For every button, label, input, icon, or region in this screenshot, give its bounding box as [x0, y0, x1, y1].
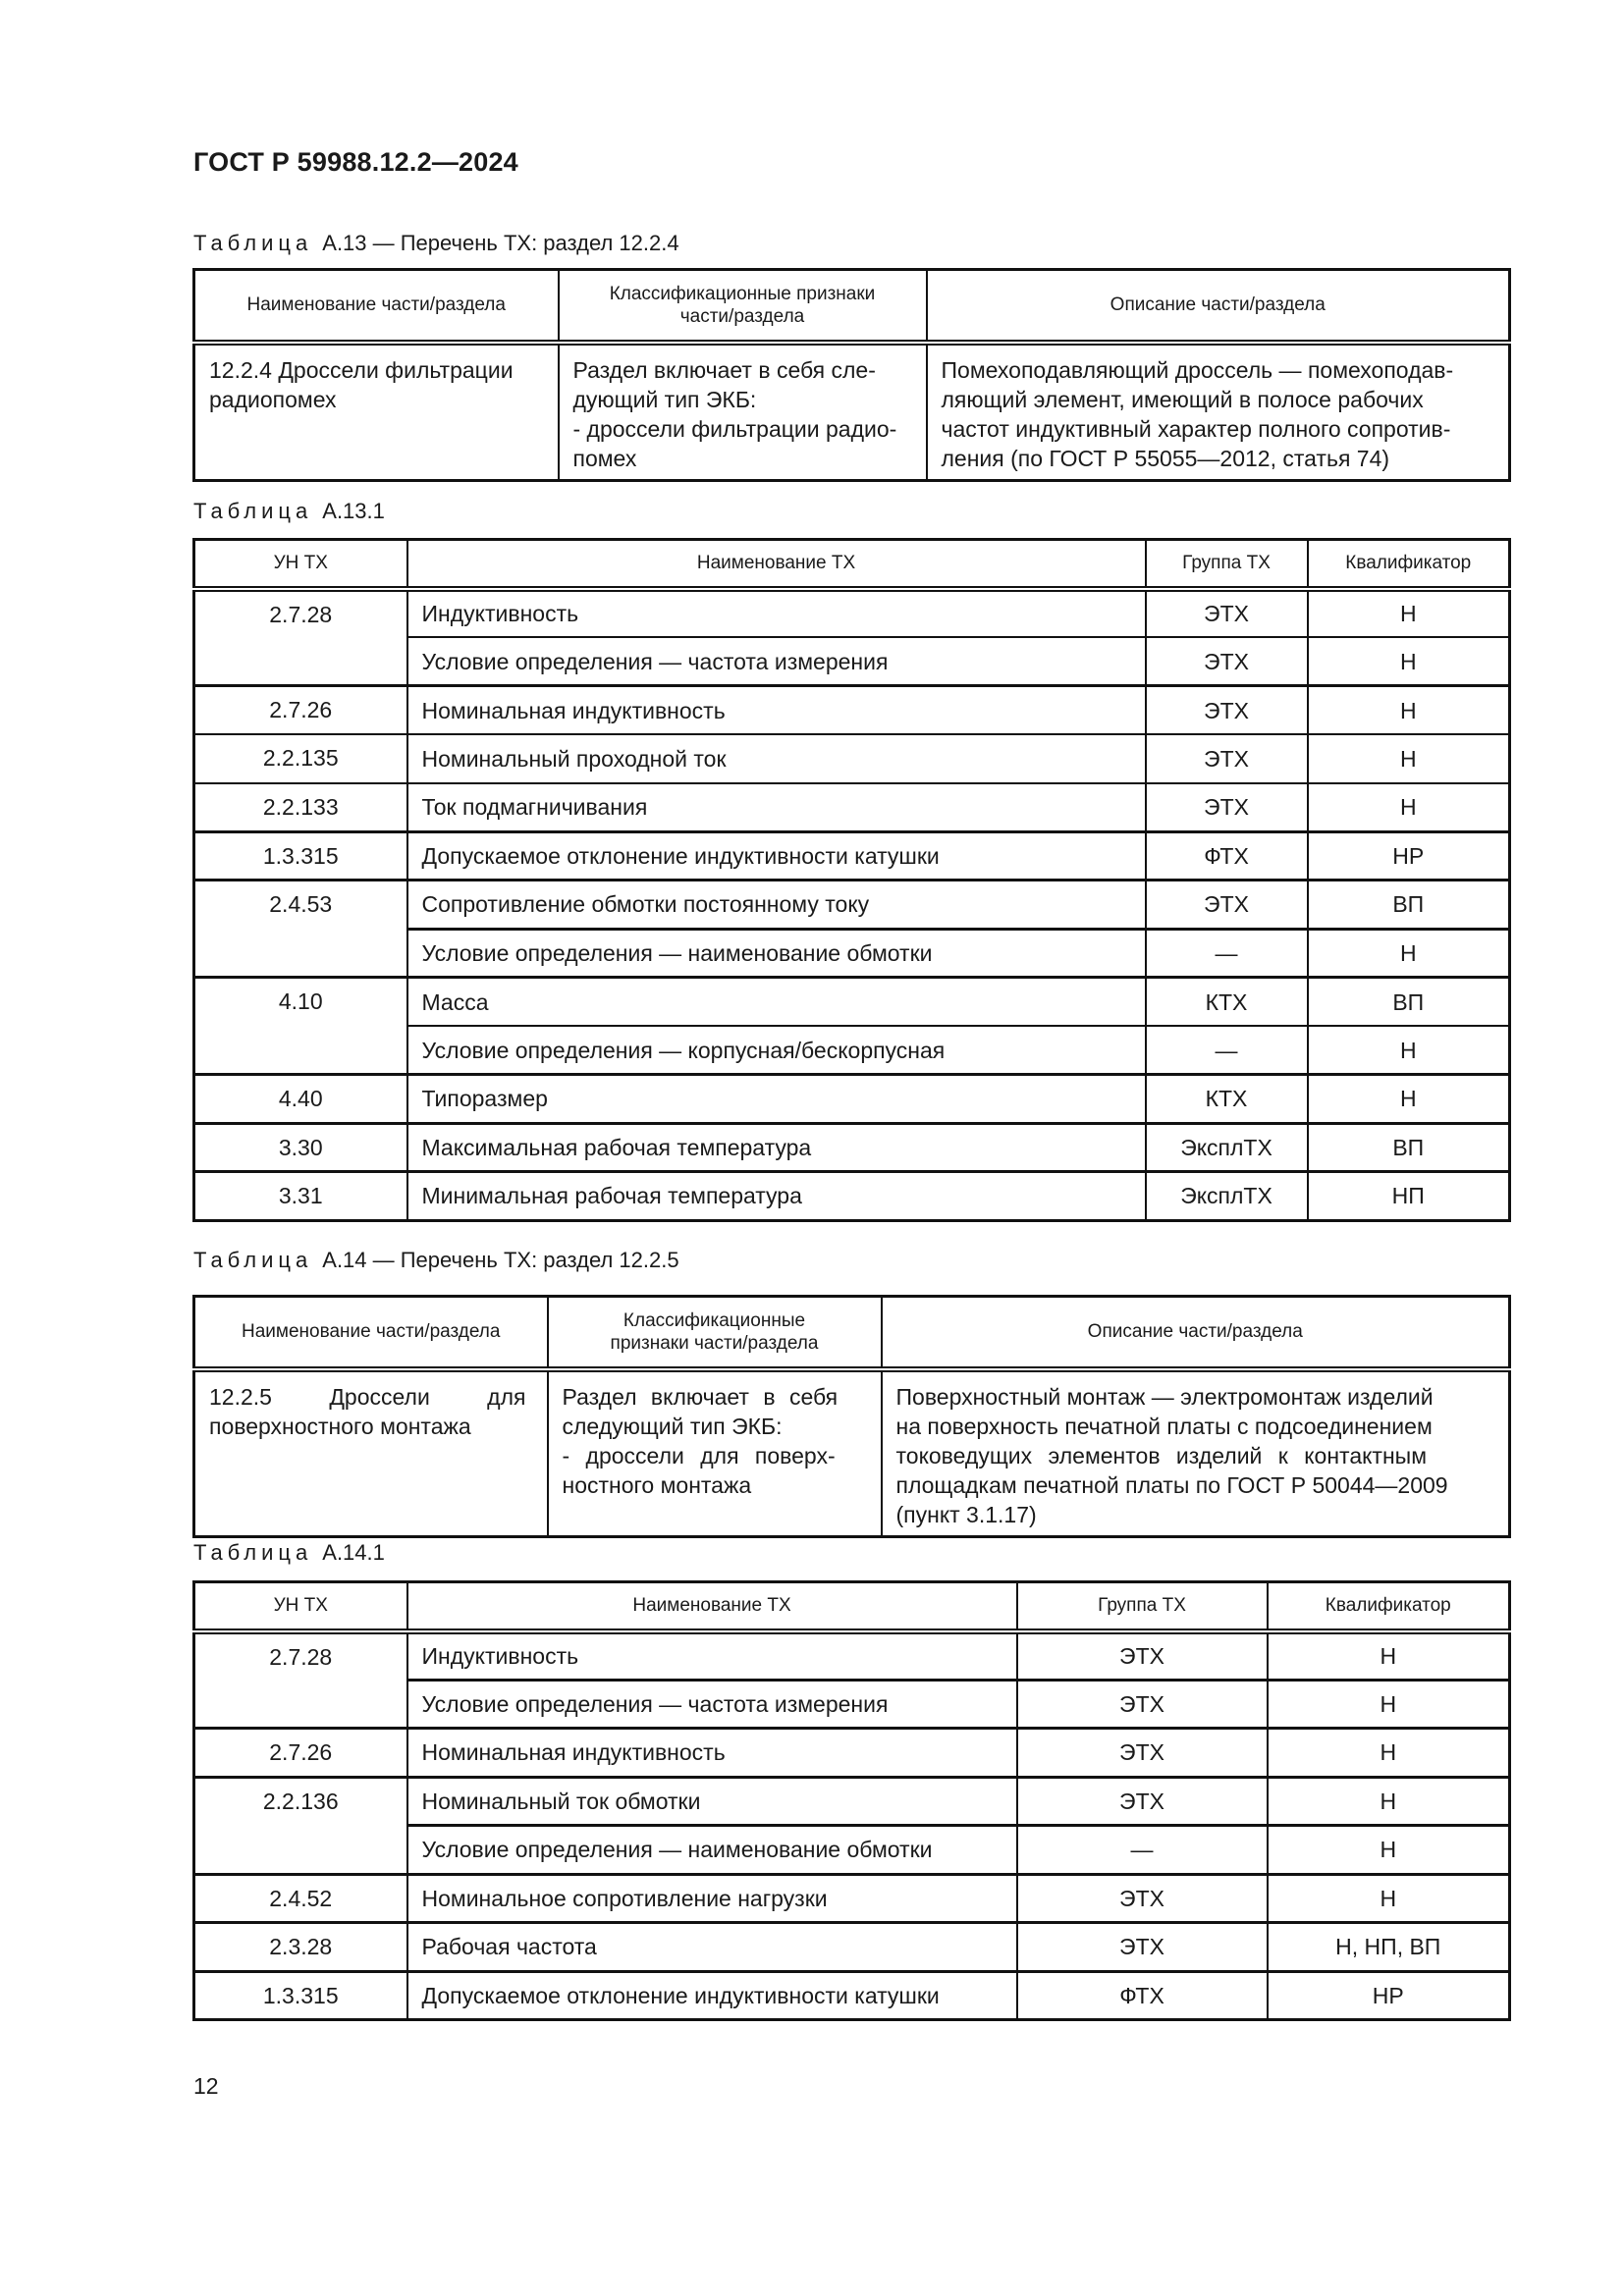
caption-text: А.14 — Перечень ТХ: раздел 12.2.5: [322, 1248, 679, 1272]
caption-prefix: Таблица: [193, 231, 313, 255]
text-line: Раздел включает в себя: [562, 1383, 839, 1410]
table-row: [194, 686, 1510, 735]
table-row: [194, 978, 1510, 1027]
text-line: (пункт 3.1.17): [895, 1501, 1037, 1527]
name-cell: Минимальная рабочая температура: [407, 1172, 1146, 1221]
column-header: Наименование ТХ: [407, 1582, 1017, 1631]
table-row: [194, 589, 1510, 638]
code-cell: 2.7.28: [194, 589, 407, 686]
description-cell: [927, 343, 1510, 481]
column-header: Наименование части/раздела: [194, 1297, 548, 1369]
name-cell: Условие определения — наименование обмотки: [407, 1826, 1017, 1875]
code-cell: 2.4.52: [194, 1874, 407, 1923]
qualifier-cell: ВП: [1308, 1123, 1510, 1172]
group-cell: ЭТХ: [1017, 1777, 1268, 1826]
name-cell: Номинальное сопротивление нагрузки: [407, 1874, 1017, 1923]
name-cell: Типоразмер: [407, 1075, 1146, 1124]
table-a14-caption: [193, 1248, 679, 1273]
column-header: Описание части/раздела: [927, 270, 1510, 343]
name-cell: Номинальный ток обмотки: [407, 1777, 1017, 1826]
text-line: на поверхность печатной платы с подсоединением: [895, 1413, 1433, 1439]
text-line: Раздел включает в себя сле-: [572, 356, 876, 383]
text-line: следующий тип ЭКБ:: [562, 1413, 783, 1439]
group-cell: ФТХ: [1017, 1971, 1268, 2020]
name-cell: Условие определения — наименование обмотки: [407, 929, 1146, 978]
table-a14: [192, 1295, 1511, 1538]
caption-text: А.14.1: [322, 1540, 385, 1565]
code-cell: 2.7.26: [194, 1729, 407, 1778]
group-cell: ЭТХ: [1146, 734, 1308, 783]
column-header: Описание части/раздела: [882, 1297, 1510, 1369]
text-line: 12.2.5 Дроссели для: [209, 1383, 526, 1410]
qualifier-cell: Н: [1308, 929, 1510, 978]
table-row: [194, 783, 1510, 832]
caption-prefix: Таблица: [193, 499, 313, 523]
table-row: [194, 831, 1510, 881]
group-cell: ЭТХ: [1017, 1874, 1268, 1923]
group-cell: КТХ: [1146, 978, 1308, 1027]
qualifier-cell: НП: [1308, 1172, 1510, 1221]
qualifier-cell: ВП: [1308, 881, 1510, 930]
name-cell: Условие определения — корпусная/бескорпусная: [407, 1026, 1146, 1075]
name-cell: Номинальный проходной ток: [407, 734, 1146, 783]
section-name-cell: [194, 343, 559, 481]
table-row: [194, 881, 1510, 930]
name-cell: Масса: [407, 978, 1146, 1027]
group-cell: ЭТХ: [1017, 1631, 1268, 1681]
code-cell: 2.4.53: [194, 881, 407, 978]
column-header: Группа ТХ: [1146, 540, 1308, 589]
table-row: [194, 343, 1510, 481]
table-row: [194, 1923, 1510, 1972]
text-line: токоведущих элементов изделий к контактным: [895, 1442, 1428, 1468]
code-cell: 2.3.28: [194, 1923, 407, 1972]
text-line: ностного монтажа: [562, 1471, 752, 1498]
qualifier-cell: Н: [1268, 1777, 1510, 1826]
text-line: поверхностного монтажа: [209, 1413, 471, 1439]
group-cell: —: [1017, 1826, 1268, 1875]
table-row: [194, 1075, 1510, 1124]
qualifier-cell: Н: [1268, 1631, 1510, 1681]
group-cell: ЭТХ: [1146, 686, 1308, 735]
name-cell: Рабочая частота: [407, 1923, 1017, 1972]
name-cell: Сопротивление обмотки постоянному току: [407, 881, 1146, 930]
table-row: [194, 1172, 1510, 1221]
qualifier-cell: Н: [1308, 686, 1510, 735]
group-cell: ЭксплТХ: [1146, 1123, 1308, 1172]
caption-prefix: Таблица: [193, 1248, 313, 1272]
table-a13-caption: [193, 231, 679, 256]
name-cell: Индуктивность: [407, 1631, 1017, 1681]
column-header: УН ТХ: [194, 1582, 407, 1631]
caption-text: А.13 — Перечень ТХ: раздел 12.2.4: [322, 231, 679, 255]
name-cell: Ток подмагничивания: [407, 783, 1146, 832]
qualifier-cell: НР: [1308, 831, 1510, 881]
table-row: [194, 1369, 1510, 1537]
qualifier-cell: Н: [1308, 783, 1510, 832]
code-cell: 4.40: [194, 1075, 407, 1124]
qualifier-cell: Н: [1268, 1729, 1510, 1778]
code-cell: 3.31: [194, 1172, 407, 1221]
text-line: частот индуктивный характер полного сопротив-: [941, 415, 1451, 442]
group-cell: ЭТХ: [1017, 1680, 1268, 1729]
qualifier-cell: Н: [1308, 1075, 1510, 1124]
table-row: [194, 1971, 1510, 2020]
qualifier-cell: Н: [1308, 1026, 1510, 1075]
code-cell: 3.30: [194, 1123, 407, 1172]
name-cell: Условие определения — частота измерения: [407, 637, 1146, 686]
code-cell: 2.2.135: [194, 734, 407, 783]
column-header: Наименование ТХ: [407, 540, 1146, 589]
name-cell: Допускаемое отклонение индуктивности катушки: [407, 831, 1146, 881]
qualifier-cell: Н: [1268, 1826, 1510, 1875]
code-cell: 2.7.28: [194, 1631, 407, 1729]
qualifier-cell: Н: [1308, 734, 1510, 783]
text-line: ляющий элемент, имеющий в полосе рабочих: [941, 386, 1424, 412]
text-line: ления (по ГОСТ Р 55055—2012, статья 74): [941, 445, 1390, 471]
group-cell: ЭТХ: [1146, 783, 1308, 832]
name-cell: Номинальная индуктивность: [407, 686, 1146, 735]
name-cell: Условие определения — частота измерения: [407, 1680, 1017, 1729]
code-cell: 2.7.26: [194, 686, 407, 735]
column-header: Квалификатор: [1308, 540, 1510, 589]
column-header: Классификационные признаки части/раздела: [559, 270, 927, 343]
column-header: Группа ТХ: [1017, 1582, 1268, 1631]
name-cell: Допускаемое отклонение индуктивности катушки: [407, 1971, 1017, 2020]
group-cell: ЭТХ: [1146, 881, 1308, 930]
group-cell: ЭТХ: [1017, 1729, 1268, 1778]
group-cell: КТХ: [1146, 1075, 1308, 1124]
group-cell: ЭТХ: [1017, 1923, 1268, 1972]
group-cell: ЭТХ: [1146, 589, 1308, 638]
qualifier-cell: ВП: [1308, 978, 1510, 1027]
code-cell: 1.3.315: [194, 1971, 407, 2020]
section-name-cell: [194, 1369, 548, 1537]
qualifier-cell: Н: [1268, 1874, 1510, 1923]
group-cell: ЭксплТХ: [1146, 1172, 1308, 1221]
group-cell: ЭТХ: [1146, 637, 1308, 686]
table-a13-1: [192, 538, 1511, 1222]
table-a14-1: [192, 1580, 1511, 2021]
column-header: Квалификатор: [1268, 1582, 1510, 1631]
code-cell: 2.2.133: [194, 783, 407, 832]
table-row: [194, 734, 1510, 783]
text-line: дующий тип ЭКБ:: [572, 386, 757, 412]
name-cell: Индуктивность: [407, 589, 1146, 638]
qualifier-cell: Н: [1308, 589, 1510, 638]
caption-text: А.13.1: [322, 499, 385, 523]
table-a14-1-caption: [193, 1540, 385, 1566]
text-line: Поверхностный монтаж — электромонтаж изделий: [895, 1383, 1434, 1410]
qualifier-cell: Н: [1308, 637, 1510, 686]
table-row: [194, 1777, 1510, 1826]
features-cell: [548, 1369, 882, 1537]
code-cell: 1.3.315: [194, 831, 407, 881]
page-number: 12: [193, 2073, 219, 2099]
column-header: Наименование части/раздела: [194, 270, 559, 343]
caption-prefix: Таблица: [193, 1540, 313, 1565]
qualifier-cell: Н, НП, ВП: [1268, 1923, 1510, 1972]
code-cell: 2.2.136: [194, 1777, 407, 1874]
group-cell: ФТХ: [1146, 831, 1308, 881]
table-a13-1-caption: [193, 499, 385, 524]
table-row: [194, 1123, 1510, 1172]
column-header: Классификационные признаки части/раздела: [548, 1297, 882, 1369]
text-line: Помехоподавляющий дроссель — помехоподав-: [941, 356, 1454, 383]
name-cell: Максимальная рабочая температура: [407, 1123, 1146, 1172]
table-a13: [192, 268, 1511, 482]
section-name: 12.2.4 Дроссели фильтрации радиопомех: [209, 356, 514, 412]
qualifier-cell: Н: [1268, 1680, 1510, 1729]
table-row: [194, 1631, 1510, 1681]
table-row: [194, 1729, 1510, 1778]
text-line: помех: [572, 445, 637, 471]
group-cell: —: [1146, 1026, 1308, 1075]
column-header: УН ТХ: [194, 540, 407, 589]
name-cell: Номинальная индуктивность: [407, 1729, 1017, 1778]
features-cell: [559, 343, 927, 481]
qualifier-cell: НР: [1268, 1971, 1510, 2020]
text-line: - дроссели для поверх-: [562, 1442, 836, 1468]
document-title: ГОСТ Р 59988.12.2—2024: [193, 147, 518, 177]
text-line: - дроссели фильтрации радио-: [572, 415, 897, 442]
group-cell: —: [1146, 929, 1308, 978]
text-line: площадкам печатной платы по ГОСТ Р 50044—2009: [895, 1471, 1448, 1498]
code-cell: 4.10: [194, 978, 407, 1075]
table-row: [194, 1874, 1510, 1923]
description-cell: [882, 1369, 1510, 1537]
